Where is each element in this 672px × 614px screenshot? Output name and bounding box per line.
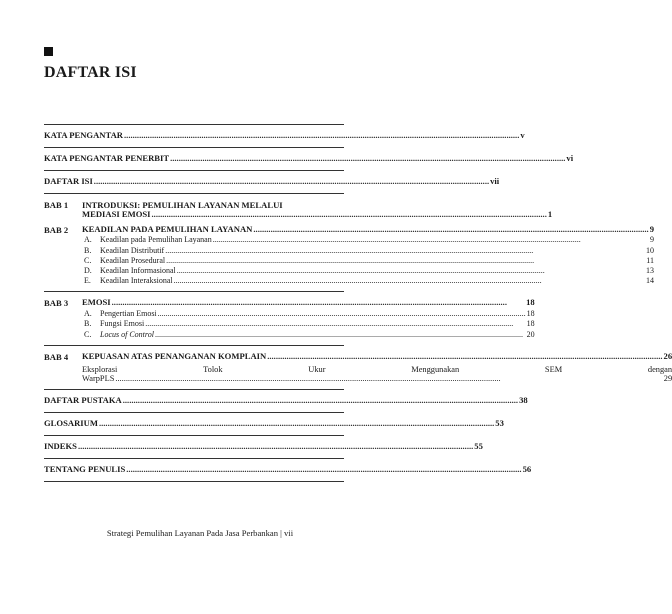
chapter-number: BAB 3 — [44, 298, 69, 309]
toc-entry-label: KATA PENGANTAR PENERBIT — [44, 152, 170, 163]
divider — [44, 458, 344, 459]
toc-entry-glosarium[interactable] — [44, 418, 504, 429]
toc-entry-indeks[interactable] — [44, 441, 483, 452]
subentry-label-line1: Eksplorasi Tolok Ukur Menggunakan SEM dengan — [82, 364, 672, 374]
toc-page-number: 55 — [474, 441, 483, 452]
dot-leader — [94, 177, 489, 187]
dot-leader — [213, 235, 649, 244]
toc-page-number: 13 — [646, 265, 654, 275]
toc-subentry[interactable] — [82, 319, 535, 328]
toc-chapter-3[interactable] — [44, 297, 535, 339]
chapter-number: BAB 2 — [44, 224, 69, 235]
divider — [44, 170, 344, 171]
subentry-label: Keadilan Distributif — [100, 245, 165, 255]
subentry-label: Keadilan pada Pemulihan Layanan — [100, 235, 212, 245]
toc-entry-label: DAFTAR ISI — [44, 175, 93, 186]
chapter-title: EMOSI — [82, 297, 111, 308]
toc-subentry[interactable] — [82, 266, 654, 275]
toc-page-number: 18 — [526, 309, 535, 319]
subentry-label: Pengertian Emosi — [100, 309, 157, 319]
toc-page-number: 9 — [649, 223, 654, 234]
toc-page-number: 1 — [547, 208, 553, 219]
dot-leader — [267, 352, 662, 362]
divider — [44, 345, 344, 346]
toc-subentry[interactable] — [82, 309, 535, 318]
dot-leader — [126, 465, 521, 475]
toc-subentry[interactable] — [82, 235, 654, 244]
toc-entry-daftar-pustaka[interactable] — [44, 395, 528, 406]
toc-page-number: 29 — [663, 373, 672, 383]
toc-page-number: vi — [566, 152, 574, 163]
toc-subentry[interactable] — [82, 246, 654, 255]
dot-leader — [152, 210, 547, 220]
dot-leader — [155, 330, 526, 339]
dot-leader — [123, 396, 518, 406]
subentry-letter: A. — [84, 235, 92, 245]
toc-subentry[interactable] — [82, 256, 654, 265]
dot-leader — [99, 419, 494, 429]
divider — [44, 147, 344, 148]
toc-page-number: 9 — [650, 235, 654, 245]
subentry-letter: B. — [84, 245, 92, 255]
toc-entry-kata-pengantar-penerbit[interactable] — [44, 152, 574, 164]
dot-leader — [112, 298, 525, 308]
subentry-letter: C. — [84, 329, 92, 339]
toc-page-number: 10 — [646, 245, 654, 255]
toc-page-number: vii — [490, 175, 500, 186]
toc-page-number: 56 — [522, 463, 532, 474]
subentry-letter: C. — [84, 255, 92, 265]
black-square-icon — [44, 47, 53, 56]
table-of-contents — [44, 118, 672, 488]
toc-entry-label: DAFTAR PUSTAKA — [44, 395, 122, 406]
toc-subentry[interactable] — [82, 330, 535, 339]
divider — [44, 389, 344, 390]
subentry-letter: E. — [84, 276, 91, 286]
toc-subentry[interactable] — [82, 365, 672, 384]
subentry-letter: B. — [84, 319, 92, 329]
toc-page-number: 20 — [526, 329, 535, 339]
dot-leader — [124, 131, 519, 141]
chapter-title-line1: INTRODUKSI: PEMULIHAN LAYANAN MELALUI — [82, 199, 283, 210]
toc-entry-daftar-isi[interactable] — [44, 175, 500, 187]
chapter-number: BAB 1 — [44, 199, 69, 210]
dot-leader — [170, 154, 565, 164]
toc-page-number: 18 — [526, 297, 535, 308]
subentry-label: Keadilan Prosedural — [100, 255, 166, 265]
toc-page-number: v — [520, 130, 525, 140]
toc-page-number: 14 — [646, 276, 654, 286]
divider — [44, 124, 344, 125]
divider — [44, 412, 344, 413]
toc-page-number: 38 — [519, 395, 528, 406]
chapter-title: KEPUASAN ATAS PENANGANAN KOMPLAIN — [82, 350, 267, 361]
toc-page-number: 53 — [495, 418, 504, 429]
dot-leader — [177, 266, 645, 275]
divider — [44, 481, 344, 482]
page-footer: Strategi Pemulihan Layanan Pada Jasa Perbankan | vii — [106, 528, 294, 538]
subentry-label: Keadilan Informasional — [100, 265, 176, 275]
dot-leader — [78, 442, 473, 452]
toc-entry-tentang-penulis[interactable] — [44, 463, 532, 475]
toc-page-number: 18 — [526, 319, 535, 329]
subentry-letter: D. — [84, 265, 92, 275]
dot-leader — [115, 374, 662, 384]
divider — [44, 435, 344, 436]
dot-leader — [145, 319, 525, 328]
toc-chapter-1[interactable] — [44, 199, 553, 220]
toc-chapter-2[interactable] — [44, 223, 654, 286]
subentry-label-line2: WarpPLS — [82, 373, 115, 383]
dot-leader — [174, 276, 645, 285]
subentry-label: Locus of Control — [100, 329, 154, 339]
toc-entry-label: GLOSARIUM — [44, 418, 98, 429]
toc-entry-label: TENTANG PENULIS — [44, 463, 126, 474]
toc-entry-kata-pengantar[interactable] — [44, 130, 525, 141]
dot-leader — [166, 256, 645, 265]
subentry-label: Keadilan Interaksional — [100, 276, 173, 286]
dot-leader — [253, 225, 648, 235]
divider — [44, 193, 344, 194]
toc-page-number: 26 — [663, 350, 672, 361]
toc-entry-label: INDEKS — [44, 441, 77, 452]
chapter-number: BAB 4 — [44, 351, 69, 362]
toc-chapter-4[interactable] — [44, 350, 672, 384]
page-title: DAFTAR ISI — [44, 64, 137, 81]
toc-entry-label: KATA PENGANTAR — [44, 130, 124, 140]
divider — [44, 291, 344, 292]
toc-subentry[interactable] — [82, 276, 654, 285]
chapter-title: KEADILAN PADA PEMULIHAN LAYANAN — [82, 223, 253, 234]
subentry-letter: A. — [84, 309, 92, 319]
chapter-title-line2: MEDIASI EMOSI — [82, 208, 151, 219]
subentry-label: Fungsi Emosi — [100, 319, 145, 329]
toc-page-number: 11 — [646, 255, 654, 265]
dot-leader — [158, 309, 526, 318]
dot-leader — [165, 246, 645, 255]
